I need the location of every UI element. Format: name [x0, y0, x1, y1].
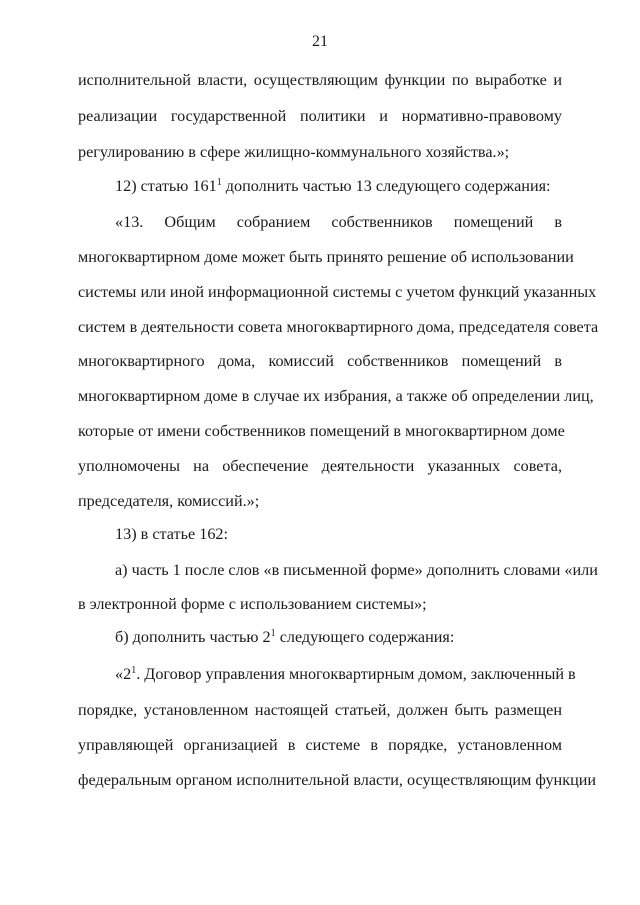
text-line: реализации государственной политики и нормативно-правовому [78, 107, 562, 125]
text-line [115, 665, 576, 683]
superscript: 1 [270, 628, 276, 639]
text-line: систем в деятельности совета многоквартирного дома, председателя совета [78, 318, 599, 336]
text-line: регулированию в сфере жилищно-коммунального хозяйства.»; [78, 143, 510, 161]
text-run: дополнить частью 13 следующего содержания: [221, 177, 551, 195]
text-line: многоквартирного дома, комиссий собственников помещений в [78, 352, 562, 370]
text-line: системы или иной информационной системы с учетом функций указанных [78, 283, 597, 301]
text-line: управляющей организацией в системе в порядке, установленном [78, 736, 562, 754]
text-line: исполнительной власти, осуществляющим функции по выработке и [78, 71, 562, 89]
text-run: «2 [115, 665, 132, 683]
text-line: уполномочены на обеспечение деятельности указанных совета, [78, 457, 562, 475]
text-line [115, 629, 454, 645]
text-run: 12) статью 161 [115, 177, 217, 195]
superscript: 1 [216, 177, 222, 188]
text-line: порядке, установленном настоящей статьей, должен быть размещен [78, 701, 562, 719]
text-line: которые от имени собственников помещений в многоквартирном доме [78, 422, 565, 440]
text-line: 13) в статье 162: [115, 525, 229, 543]
superscript: 1 [131, 665, 137, 676]
text-line: федеральным органом исполнительной власти, осуществляющим функции [78, 771, 597, 789]
text-run: следующего содержания: [275, 628, 455, 646]
text-line: многоквартирном доме может быть принято решение об использовании [78, 248, 574, 266]
text-line: «13. Общим собранием собственников помещений в [115, 213, 562, 231]
text-run: б) дополнить частью 2 [115, 628, 271, 646]
text-line: многоквартирном доме в случае их избрания, а также об определении лиц, [78, 387, 594, 405]
text-line [115, 178, 551, 194]
text-run: . Договор управления многоквартирным домом, заключенный в [136, 665, 576, 683]
text-line: председателя, комиссий.»; [78, 492, 260, 510]
text-line: а) часть 1 после слов «в письменной форме» дополнить словами «или [115, 561, 598, 579]
page-number: 21 [312, 33, 328, 50]
text-line: в электронной форме с использованием системы»; [78, 595, 427, 613]
